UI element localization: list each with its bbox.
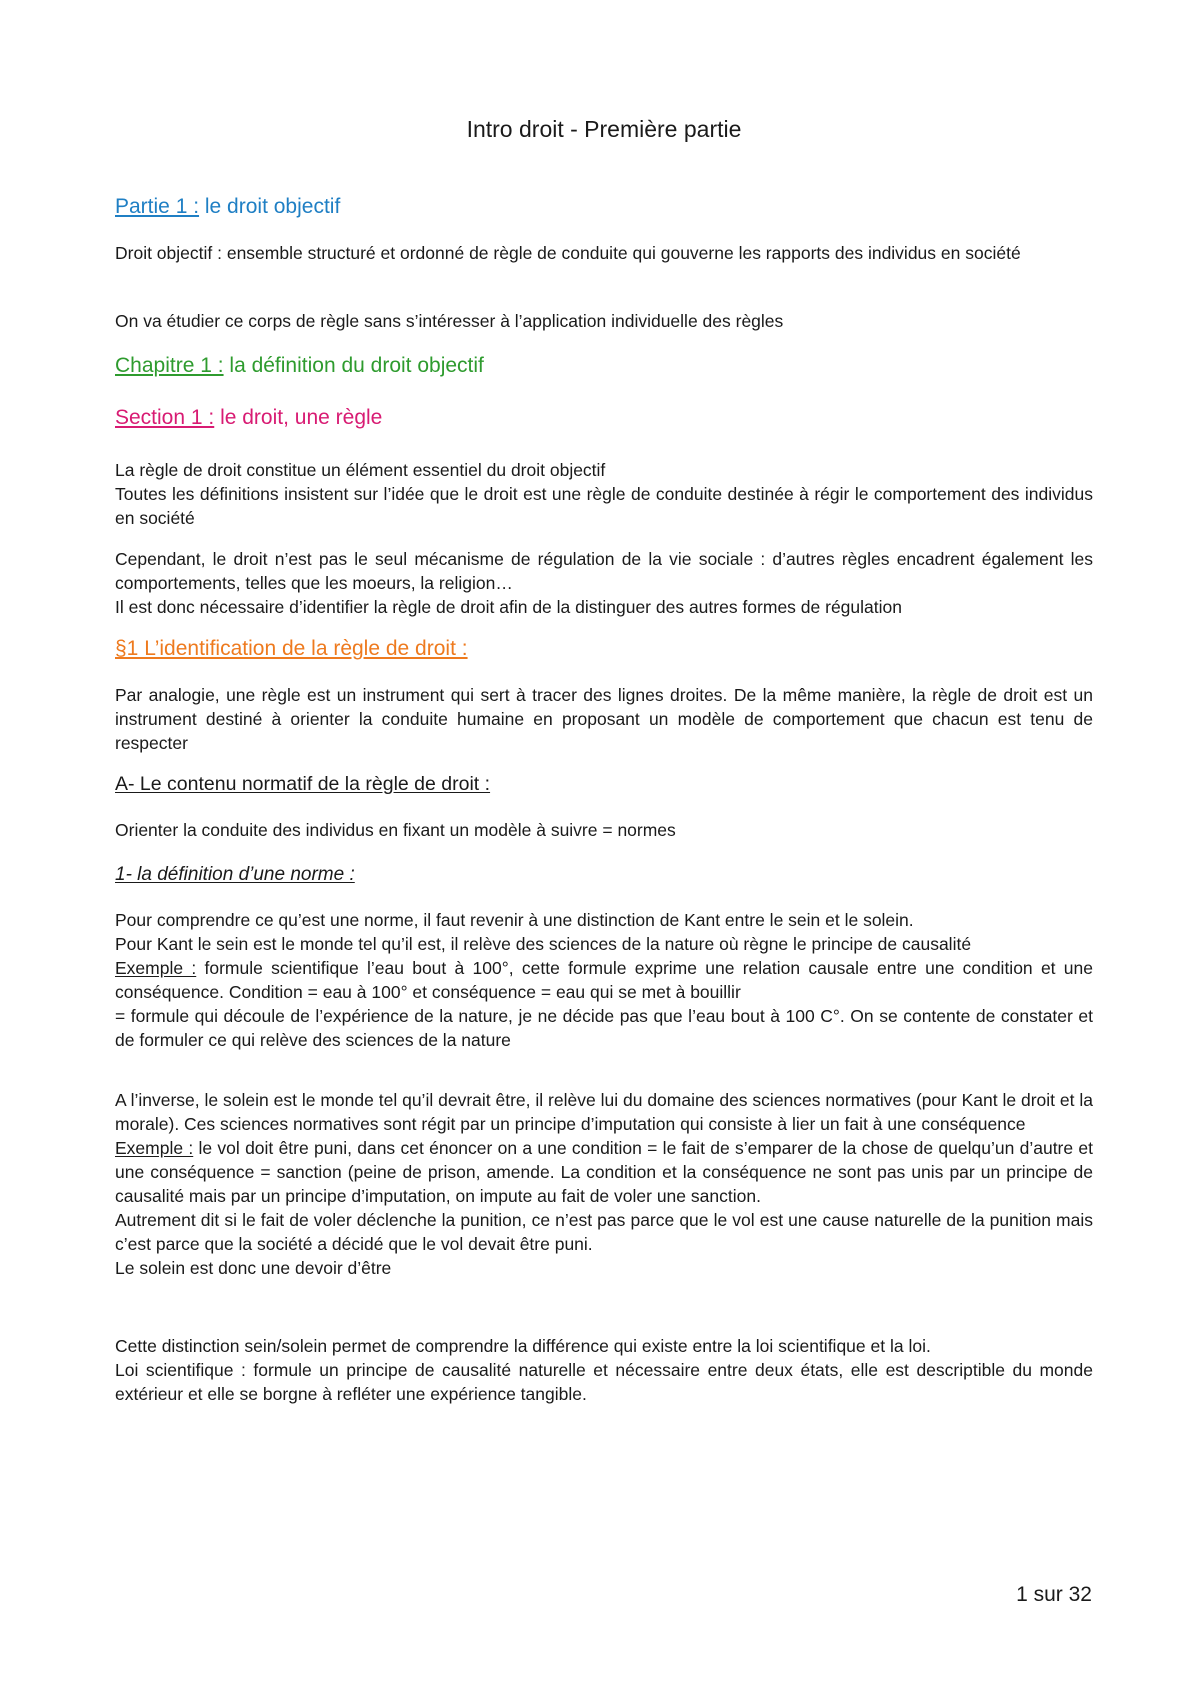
cependant-paragraph	[115, 547, 1093, 619]
autrement-paragraph: Autrement dit si le fait de voler déclenche la punition, ce n’est pas parce que le vol est une cause naturelle de la punition mais c’est parce que la société a décidé que le vol devait être puni.	[115, 1210, 1093, 1254]
exemple-label: Exemple :	[115, 1138, 194, 1158]
exemple-text: formule scientifique l’eau bout à 100°, cette formule exprime une relation causale entre une condition et une conséquence. Condition = eau à 100° et conséquence = eau qui se met à bouillir	[115, 958, 1094, 1002]
chapitre-label: Chapitre 1 :	[115, 354, 224, 377]
distinction-paragraph	[115, 1334, 1093, 1406]
exemple-label: Exemple :	[115, 958, 197, 978]
text-line: La règle de droit constitue un élément essentiel du droit objectif	[115, 460, 606, 480]
exemple-text: le vol doit être puni, dans cet énoncer on a une condition = le fait de s’emparer de la chose de quelqu’un d’autre et une conséquence = sanction (peine de prison, amende. La condition et la conséquence ne sont pas unis par un principe de causalité mais par un principe d’imputation, on impute au fait de voler une sanction.	[115, 1138, 1093, 1206]
partie-label: Partie 1 :	[115, 195, 200, 218]
partie-heading	[115, 195, 1093, 219]
inverse-paragraph	[115, 1088, 1093, 1280]
exemple-paragraph	[115, 956, 1093, 1004]
orienter-paragraph: Orienter la conduite des individus en fixant un modèle à suivre = normes	[115, 820, 676, 840]
text-line: A l’inverse, le solein est le monde tel qu’il devrait être, il relève lui du domaine des sciences normatives (pour Kant le droit et la morale). Ces sciences normatives sont régit par un principe d’imputation qui consiste à lier un fait à une conséquence	[115, 1090, 1093, 1134]
text-line: Cette distinction sein/solein permet de comprendre la différence qui existe entre la loi scientifique et la loi.	[115, 1336, 931, 1356]
heading-1: 1- la définition d’une norme :	[115, 864, 355, 885]
text-line: Pour Kant le sein est le monde tel qu’il est, il relève des sciences de la nature où règne le principe de causalité	[115, 934, 972, 954]
text-line: Cependant, le droit n’est pas le seul mécanisme de régulation de la vie sociale : d’autres règles encadrent également les comportements, telles que les moeurs, la religion…	[115, 549, 1093, 593]
section-paragraph	[115, 458, 1093, 530]
analogie-paragraph: Par analogie, une règle est un instrument qui sert à tracer des lignes droites. De la même manière, la règle de droit est un instrument destiné à orienter la conduite humaine en proposant un modèle de comportement que chacun est tenu de respecter	[115, 685, 1093, 753]
norme-paragraph	[115, 908, 1093, 1052]
chapitre-heading	[115, 354, 1093, 378]
chapitre-text: la définition du droit objectif	[223, 354, 484, 377]
document-title: Intro droit - Première partie	[466, 116, 742, 142]
intro-paragraph-2: On va étudier ce corps de règle sans s’intéresser à l’application individuelle des règles	[115, 311, 784, 331]
page-number: 1 sur 32	[1016, 1583, 1092, 1606]
heading-a: A- Le contenu normatif de la règle de droit :	[115, 773, 491, 795]
section-heading	[115, 406, 1093, 430]
text-line: Toutes les définitions insistent sur l’idée que le droit est une règle de conduite destinée à régir le comportement des individus en société	[115, 484, 1093, 528]
paragraphe-heading: §1 L’identification de la règle de droit :	[115, 637, 468, 660]
text-line: Pour comprendre ce qu’est une norme, il faut revenir à une distinction de Kant entre le sein et le solein.	[115, 910, 914, 930]
formule-paragraph: = formule qui découle de l’expérience de la nature, je ne décide pas que l’eau bout à 100 C°. On se contente de constater et de formuler ce qui relève des sciences de la nature	[115, 1006, 1093, 1050]
section-text: le droit, une règle	[214, 406, 383, 429]
text-line: Loi scientifique : formule un principe de causalité naturelle et nécessaire entre deux états, elle est descriptible du monde extérieur et elle se borgne à refléter une expérience tangible.	[115, 1360, 1093, 1404]
partie-text: le droit objectif	[199, 195, 341, 218]
text-line: Il est donc nécessaire d’identifier la règle de droit afin de la distinguer des autres formes de régulation	[115, 597, 902, 617]
exemple-paragraph	[115, 1136, 1093, 1208]
section-label: Section 1 :	[115, 406, 215, 429]
intro-paragraph-1: Droit objectif : ensemble structuré et ordonné de règle de conduite qui gouverne les rapports des individus en société	[115, 243, 1021, 263]
solein-paragraph: Le solein est donc une devoir d’être	[115, 1258, 392, 1278]
